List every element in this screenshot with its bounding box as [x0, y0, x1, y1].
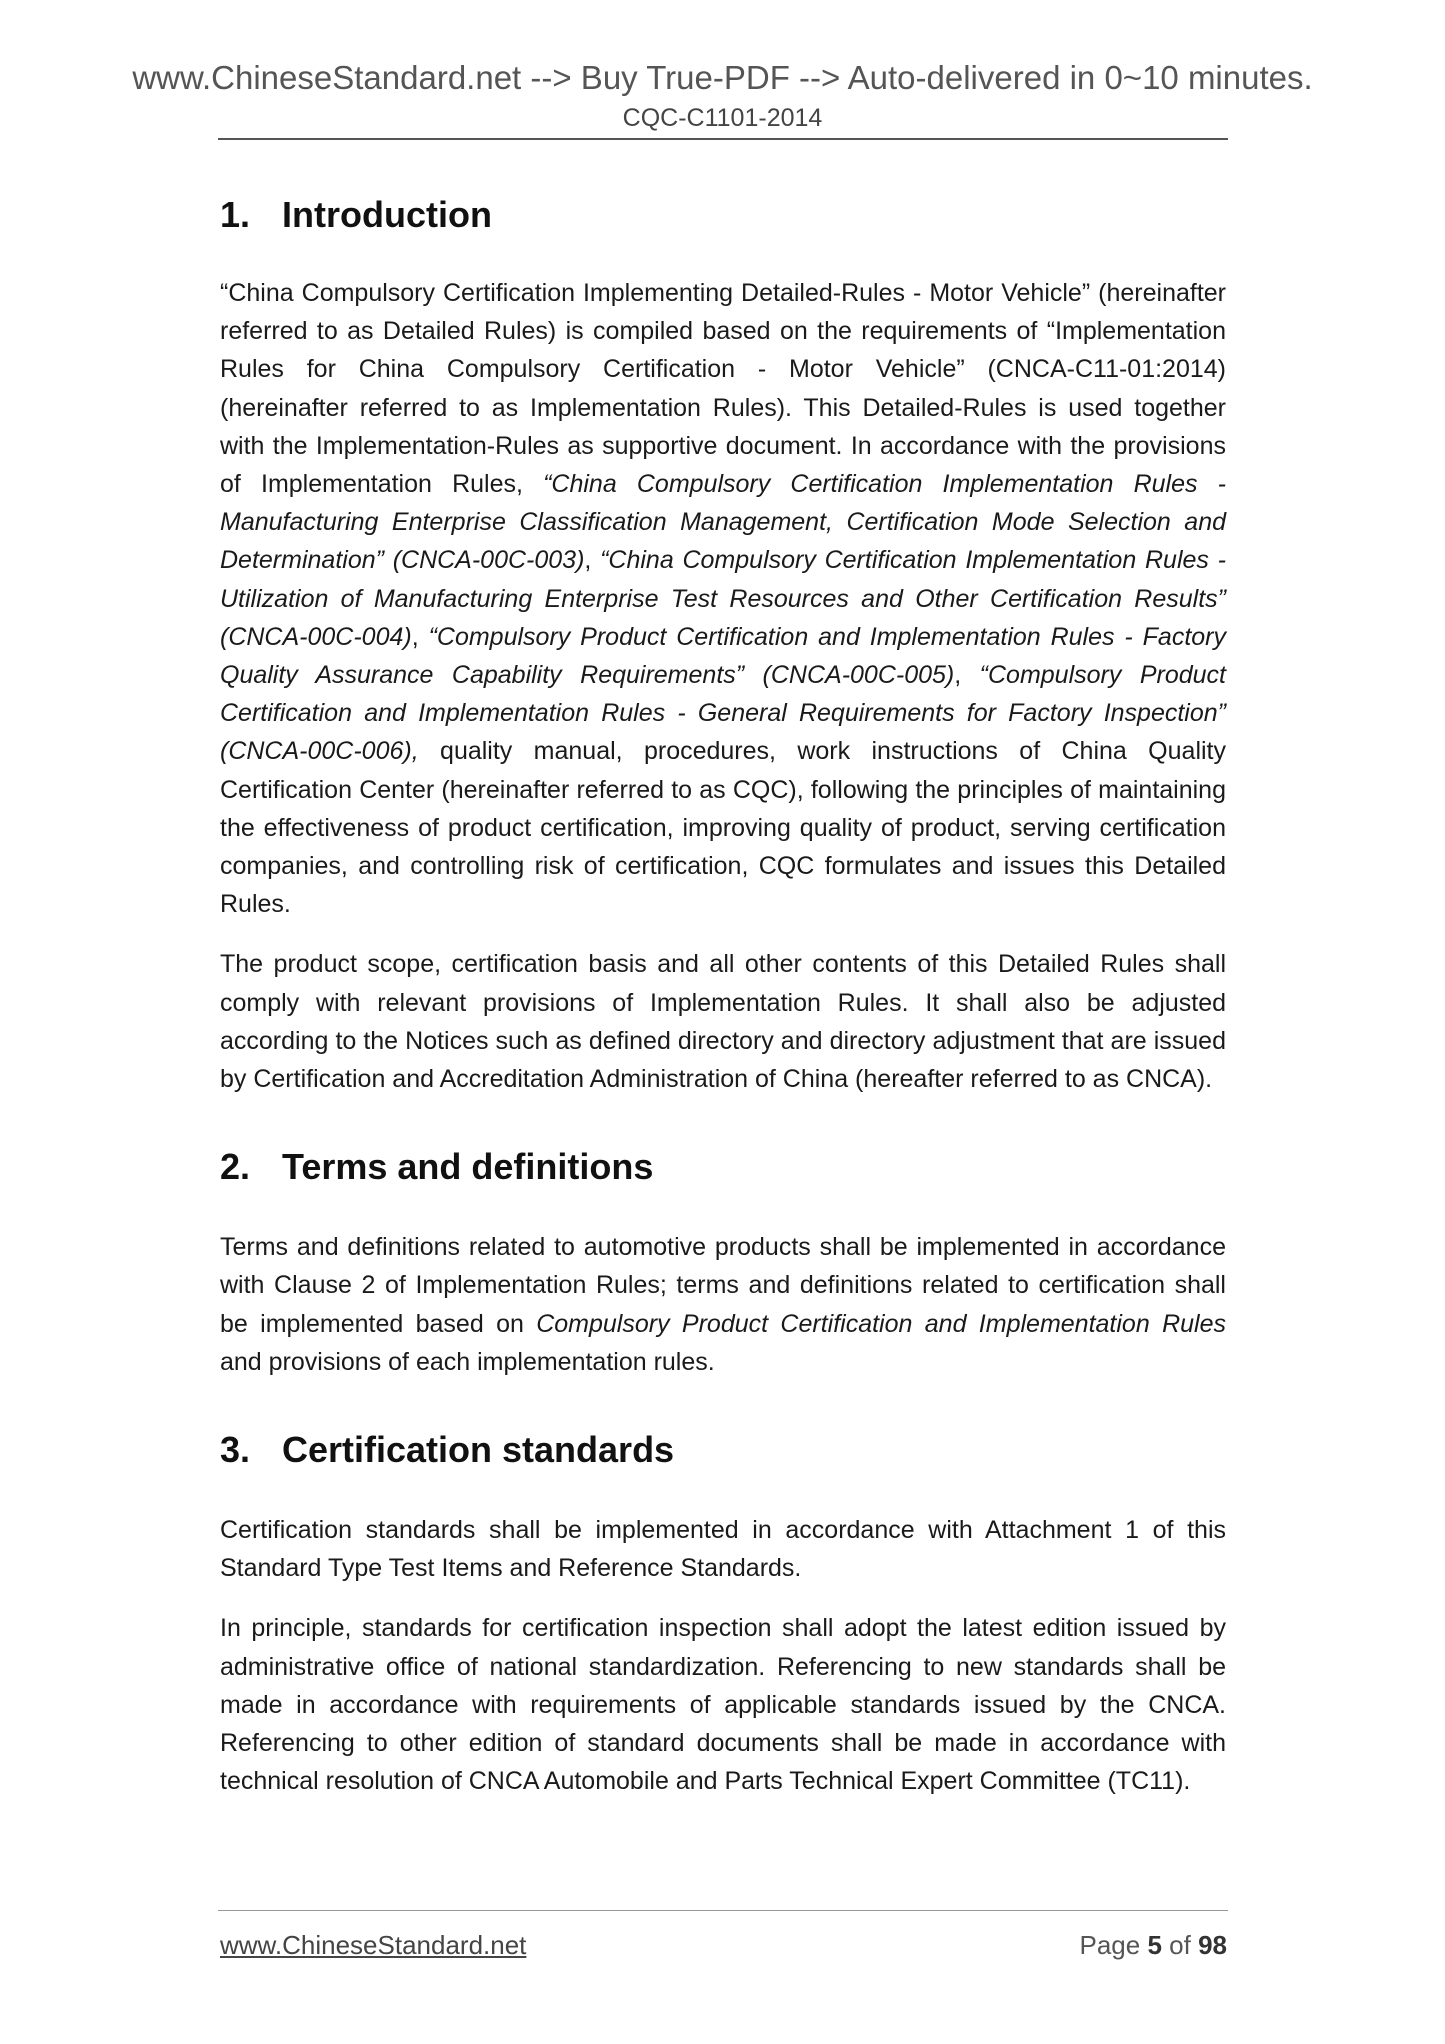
italic-reference: “China Compulsory Certification Implementation Rules - Manufacturing Enterprise Classification Management, Certification Mode Selection and Determination” (CNCA-00C-003)	[220, 470, 1226, 575]
section-title: Certification standards	[282, 1429, 675, 1471]
text-run: ,	[411, 622, 429, 651]
text-run: and provisions of each implementation rules.	[220, 1347, 715, 1376]
page-current: 5	[1147, 1930, 1162, 1960]
text-run: “China Compulsory Certification Implementing Detailed-Rules - Motor Vehicle” (hereinafter referred to as Detailed Rules) is compiled based on the requirements of “Implementation Rules for China Compulsory Certification - Motor Vehicle” (CNCA-C11-01:2014) (hereinafter referred to as Implementation Rules). This Detailed-Rules is used together with the Implementation-Rules as supportive document. In accordance with the provisions of Implementation Rules,	[220, 279, 1226, 499]
footer-website-link[interactable]: www.ChineseStandard.net	[220, 1930, 527, 1960]
section-1-heading	[220, 192, 1226, 238]
page-label: Page	[1079, 1930, 1141, 1960]
page-content	[220, 178, 1226, 1801]
section-title: Terms and definitions	[282, 1146, 654, 1188]
text-run: quality manual, procedures, work instructions of China Quality Certification Center (hereinafter referred to as CQC), following the principles of maintaining the effectiveness of product certification, improving quality of product, serving certification companies, and controlling risk of certification, CQC formulates and issues this Detailed Rules.	[220, 737, 1226, 919]
page-of: of	[1169, 1930, 1191, 1960]
intro-paragraph	[220, 274, 1226, 923]
text-run: ,	[584, 546, 601, 575]
scope-paragraph: The product scope, certification basis and all other contents of this Detailed Rules shall comply with relevant provisions of Implementation Rules. It shall also be adjusted according to the Notices such as defined directory and directory adjustment that are issued by Certification and Accreditation Administration of China (hereafter referred to as CNCA).	[220, 950, 1226, 1094]
section-number: 3.	[220, 1429, 251, 1471]
text-run: ,	[954, 661, 980, 690]
section-3-heading	[220, 1427, 1226, 1473]
document-code: CQC-C1101-2014	[622, 104, 823, 132]
italic-reference: “Compulsory Product Certification and Implementation Rules - Factory Quality Assurance Capability Requirements” (CNCA-00C-005)	[220, 622, 1226, 690]
footer-divider	[218, 1910, 1228, 1911]
standards-paragraph: Certification standards shall be implemented in accordance with Attachment 1 of this Standard Type Test Items and Reference Standards.	[220, 1516, 1226, 1583]
header-divider	[218, 138, 1228, 140]
section-title: Introduction	[282, 194, 492, 235]
section-2-heading	[220, 1144, 1226, 1190]
top-banner[interactable]: www.ChineseStandard.net --> Buy True-PDF --> Auto-delivered in 0~10 minutes.	[132, 59, 1313, 96]
standards-principle-paragraph: In principle, standards for certification inspection shall adopt the latest edition issued by administrative office of national standardization. Referencing to new standards shall be made in accordance with requirements of applicable standards issued by the CNCA. Referencing to other edition of standard documents shall be made in accordance with technical resolution of CNCA Automobile and Parts Technical Expert Committee (TC11).	[220, 1614, 1226, 1796]
terms-paragraph	[220, 1228, 1226, 1381]
section-number: 2.	[220, 1146, 251, 1188]
text-run: Terms and definitions related to automotive products shall be implemented in accordance with Clause 2 of Implementation Rules; terms and definitions related to certification shall be implemented based on	[220, 1233, 1226, 1338]
italic-reference: “Compulsory Product Certification and Implementation Rules - General Requirements for Factory Inspection” (CNCA-00C-006),	[220, 661, 1226, 766]
page-indicator	[1079, 1930, 1227, 1961]
page-total: 98	[1198, 1930, 1227, 1960]
italic-reference: “China Compulsory Certification Implementation Rules - Utilization of Manufacturing Enterprise Test Resources and Other Certification Results” (CNCA-00C-004)	[220, 546, 1226, 651]
section-number: 1.	[220, 194, 251, 235]
italic-reference: Compulsory Product Certification and Implementation Rules	[536, 1309, 1226, 1338]
